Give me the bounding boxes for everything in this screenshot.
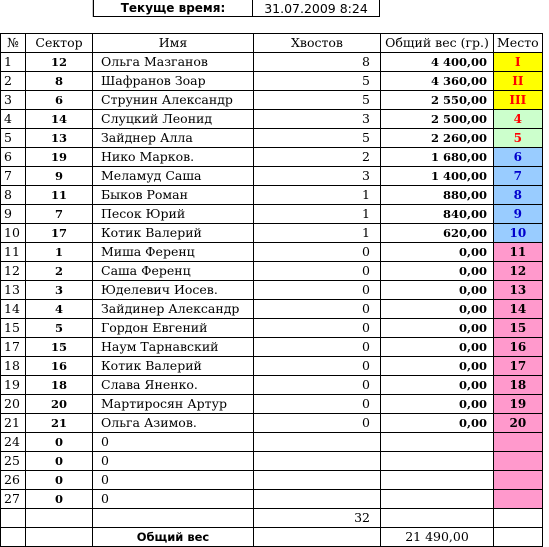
cell-number[interactable]: 13: [1, 281, 26, 300]
cell-tails[interactable]: [254, 452, 381, 471]
cell-name[interactable]: 0: [93, 471, 254, 490]
top-header-bar: [0, 0, 549, 18]
total-blank-cell[interactable]: [494, 509, 543, 528]
cell-sector[interactable]: 1: [26, 243, 93, 262]
col-header-weight[interactable]: Общий вес (гр.): [381, 34, 494, 53]
cell-name[interactable]: Зайднер Алла: [93, 129, 254, 148]
cell-sector[interactable]: 14: [26, 110, 93, 129]
weight-total-label[interactable]: Общий вес: [93, 528, 254, 547]
table-row: [1, 395, 543, 414]
cell-tails[interactable]: 1: [254, 205, 381, 224]
cell-name[interactable]: Слуцкий Леонид: [93, 110, 254, 129]
cell-place[interactable]: 14: [494, 300, 543, 319]
cell-name[interactable]: Гордон Евгений: [93, 319, 254, 338]
cell-tails[interactable]: 0: [254, 376, 381, 395]
cell-sector[interactable]: 8: [26, 72, 93, 91]
header-blank-cell[interactable]: [0, 0, 93, 17]
cell-tails[interactable]: 5: [254, 129, 381, 148]
cell-place[interactable]: [494, 433, 543, 452]
table-row: [1, 452, 543, 471]
col-header-number[interactable]: №: [1, 34, 26, 53]
cell-sector[interactable]: 19: [26, 148, 93, 167]
cell-number[interactable]: 5: [1, 129, 26, 148]
cell-tails[interactable]: 0: [254, 243, 381, 262]
cell-tails[interactable]: [254, 490, 381, 509]
cell-place[interactable]: I: [494, 53, 543, 72]
cell-weight[interactable]: 0,00: [381, 338, 494, 357]
cell-weight[interactable]: 0,00: [381, 243, 494, 262]
cell-sector[interactable]: 11: [26, 186, 93, 205]
cell-weight[interactable]: [381, 452, 494, 471]
cell-sector[interactable]: 2: [26, 262, 93, 281]
cell-number[interactable]: 11: [1, 243, 26, 262]
cell-tails[interactable]: 0: [254, 357, 381, 376]
cell-weight[interactable]: 840,00: [381, 205, 494, 224]
cell-tails[interactable]: 0: [254, 338, 381, 357]
cell-sector[interactable]: 9: [26, 167, 93, 186]
table-row: [1, 357, 543, 376]
cell-place[interactable]: 17: [494, 357, 543, 376]
cell-sector[interactable]: 20: [26, 395, 93, 414]
cell-sector[interactable]: 0: [26, 452, 93, 471]
cell-place[interactable]: 5: [494, 129, 543, 148]
cell-number[interactable]: 19: [1, 376, 26, 395]
col-header-place[interactable]: Место: [494, 34, 543, 53]
cell-name[interactable]: Ольга Азимов.: [93, 414, 254, 433]
cell-tails[interactable]: 0: [254, 395, 381, 414]
cell-number[interactable]: 4: [1, 110, 26, 129]
cell-tails[interactable]: 2: [254, 148, 381, 167]
cell-number[interactable]: 15: [1, 319, 26, 338]
cell-name[interactable]: Нико Марков.: [93, 148, 254, 167]
cell-weight[interactable]: 4 360,00: [381, 72, 494, 91]
cell-weight[interactable]: [381, 433, 494, 452]
cell-tails[interactable]: 1: [254, 224, 381, 243]
table-row: [1, 338, 543, 357]
cell-weight[interactable]: 0,00: [381, 395, 494, 414]
table-row: [1, 300, 543, 319]
cell-sector[interactable]: 3: [26, 281, 93, 300]
cell-sector[interactable]: 6: [26, 91, 93, 110]
cell-name[interactable]: Котик Валерий: [93, 224, 254, 243]
cell-sector[interactable]: 4: [26, 300, 93, 319]
cell-name[interactable]: Наум Тарнавский: [93, 338, 254, 357]
cell-number[interactable]: 9: [1, 205, 26, 224]
table-row: [1, 224, 543, 243]
cell-weight[interactable]: 0,00: [381, 414, 494, 433]
cell-number[interactable]: 27: [1, 490, 26, 509]
cell-number[interactable]: 2: [1, 72, 26, 91]
cell-tails[interactable]: 0: [254, 281, 381, 300]
cell-number[interactable]: 21: [1, 414, 26, 433]
cell-sector[interactable]: 12: [26, 53, 93, 72]
cell-name[interactable]: 0: [93, 452, 254, 471]
weight-total-row: [1, 528, 543, 547]
cell-number[interactable]: 20: [1, 395, 26, 414]
total-blank-cell[interactable]: [26, 509, 93, 528]
table-row: [1, 433, 543, 452]
cell-name[interactable]: Шафранов Зоар: [93, 72, 254, 91]
cell-number[interactable]: 24: [1, 433, 26, 452]
cell-name[interactable]: Котик Валерий: [93, 357, 254, 376]
col-header-tails[interactable]: Хвостов: [254, 34, 381, 53]
cell-number[interactable]: 3: [1, 91, 26, 110]
total-blank-cell[interactable]: [1, 509, 26, 528]
cell-sector[interactable]: 0: [26, 433, 93, 452]
cell-tails[interactable]: 5: [254, 91, 381, 110]
cell-place[interactable]: 12: [494, 262, 543, 281]
cell-place[interactable]: III: [494, 91, 543, 110]
col-header-name[interactable]: Имя: [93, 34, 254, 53]
cell-name[interactable]: Быков Роман: [93, 186, 254, 205]
header-empty-cell[interactable]: [380, 0, 549, 17]
cell-place[interactable]: 9: [494, 205, 543, 224]
cell-weight[interactable]: 0,00: [381, 262, 494, 281]
cell-place[interactable]: 10: [494, 224, 543, 243]
cell-weight[interactable]: 2 500,00: [381, 110, 494, 129]
cell-place[interactable]: [494, 471, 543, 490]
cell-number[interactable]: 1: [1, 53, 26, 72]
total-blank-cell[interactable]: [494, 528, 543, 547]
tails-total[interactable]: 32: [254, 509, 381, 528]
cell-weight[interactable]: 0,00: [381, 319, 494, 338]
table-row: [1, 376, 543, 395]
table-row: [1, 319, 543, 338]
cell-sector[interactable]: 5: [26, 319, 93, 338]
cell-place[interactable]: 4: [494, 110, 543, 129]
cell-name[interactable]: Ольга Мазганов: [93, 53, 254, 72]
cell-tails[interactable]: 5: [254, 72, 381, 91]
table-row: [1, 471, 543, 490]
cell-place[interactable]: [494, 490, 543, 509]
cell-name[interactable]: Зайдинер Александр: [93, 300, 254, 319]
cell-tails[interactable]: [254, 471, 381, 490]
cell-number[interactable]: 18: [1, 357, 26, 376]
table-row: [1, 72, 543, 91]
total-blank-cell[interactable]: [93, 509, 254, 528]
cell-weight[interactable]: 4 400,00: [381, 53, 494, 72]
table-row: [1, 129, 543, 148]
column-header-row: [1, 34, 543, 53]
cell-name[interactable]: Слава Яненко.: [93, 376, 254, 395]
cell-number[interactable]: 26: [1, 471, 26, 490]
table-row: [1, 148, 543, 167]
cell-name[interactable]: Миша Ференц: [93, 243, 254, 262]
cell-place[interactable]: 16: [494, 338, 543, 357]
cell-place[interactable]: II: [494, 72, 543, 91]
cell-tails[interactable]: 1: [254, 186, 381, 205]
cell-number[interactable]: 8: [1, 186, 26, 205]
cell-sector[interactable]: 15: [26, 338, 93, 357]
cell-place[interactable]: [494, 452, 543, 471]
cell-place[interactable]: 20: [494, 414, 543, 433]
cell-place[interactable]: 19: [494, 395, 543, 414]
cell-weight[interactable]: 0,00: [381, 376, 494, 395]
cell-weight[interactable]: 1 400,00: [381, 167, 494, 186]
cell-tails[interactable]: 0: [254, 262, 381, 281]
cell-place[interactable]: 13: [494, 281, 543, 300]
col-header-sector[interactable]: Сектор: [26, 34, 93, 53]
total-blank-cell[interactable]: [381, 509, 494, 528]
cell-sector[interactable]: 0: [26, 490, 93, 509]
cell-place[interactable]: 15: [494, 319, 543, 338]
cell-name[interactable]: Меламуд Саша: [93, 167, 254, 186]
cell-weight[interactable]: 1 680,00: [381, 148, 494, 167]
table-row: [1, 53, 543, 72]
table-row: [1, 205, 543, 224]
total-blank-cell[interactable]: [1, 528, 26, 547]
weight-total[interactable]: 21 490,00: [381, 528, 494, 547]
tails-total-row: [1, 509, 543, 528]
cell-name[interactable]: 0: [93, 433, 254, 452]
cell-place[interactable]: 7: [494, 167, 543, 186]
cell-name[interactable]: Саша Ференц: [93, 262, 254, 281]
cell-tails[interactable]: 8: [254, 53, 381, 72]
cell-number[interactable]: 14: [1, 300, 26, 319]
cell-sector[interactable]: 21: [26, 414, 93, 433]
cell-tails[interactable]: 0: [254, 319, 381, 338]
time-label[interactable]: Текуще время:: [93, 0, 253, 17]
cell-tails[interactable]: 3: [254, 110, 381, 129]
cell-number[interactable]: 6: [1, 148, 26, 167]
cell-number[interactable]: 7: [1, 167, 26, 186]
cell-sector[interactable]: 13: [26, 129, 93, 148]
cell-name[interactable]: Песок Юрий: [93, 205, 254, 224]
cell-sector[interactable]: 18: [26, 376, 93, 395]
cell-sector[interactable]: 0: [26, 471, 93, 490]
cell-tails[interactable]: 0: [254, 414, 381, 433]
cell-sector[interactable]: 17: [26, 224, 93, 243]
table-row: [1, 110, 543, 129]
cell-name[interactable]: 0: [93, 490, 254, 509]
cell-weight[interactable]: 0,00: [381, 357, 494, 376]
cell-weight[interactable]: 620,00: [381, 224, 494, 243]
cell-place[interactable]: 11: [494, 243, 543, 262]
cell-weight[interactable]: [381, 490, 494, 509]
cell-weight[interactable]: 0,00: [381, 281, 494, 300]
table-row: [1, 186, 543, 205]
cell-weight[interactable]: 2 260,00: [381, 129, 494, 148]
cell-weight[interactable]: [381, 471, 494, 490]
cell-place[interactable]: 18: [494, 376, 543, 395]
results-table: [0, 33, 543, 547]
table-row: [1, 414, 543, 433]
total-blank-cell[interactable]: [26, 528, 93, 547]
table-row: [1, 262, 543, 281]
table-row: [1, 281, 543, 300]
table-row: [1, 91, 543, 110]
cell-tails[interactable]: 0: [254, 300, 381, 319]
cell-sector[interactable]: 16: [26, 357, 93, 376]
cell-tails[interactable]: 3: [254, 167, 381, 186]
table-row: [1, 167, 543, 186]
cell-name[interactable]: Мартиросян Артур: [93, 395, 254, 414]
cell-number[interactable]: 25: [1, 452, 26, 471]
time-value[interactable]: 31.07.2009 8:24: [253, 0, 380, 17]
cell-number[interactable]: 12: [1, 262, 26, 281]
total-blank-cell[interactable]: [254, 528, 381, 547]
cell-weight[interactable]: 2 550,00: [381, 91, 494, 110]
cell-weight[interactable]: 880,00: [381, 186, 494, 205]
cell-sector[interactable]: 7: [26, 205, 93, 224]
cell-number[interactable]: 17: [1, 338, 26, 357]
table-row: [1, 243, 543, 262]
table-row: [1, 490, 543, 509]
cell-weight[interactable]: 0,00: [381, 300, 494, 319]
cell-name[interactable]: Струнин Александр: [93, 91, 254, 110]
cell-place[interactable]: 8: [494, 186, 543, 205]
cell-name[interactable]: Юделевич Иосев.: [93, 281, 254, 300]
cell-number[interactable]: 10: [1, 224, 26, 243]
cell-tails[interactable]: [254, 433, 381, 452]
cell-place[interactable]: 6: [494, 148, 543, 167]
